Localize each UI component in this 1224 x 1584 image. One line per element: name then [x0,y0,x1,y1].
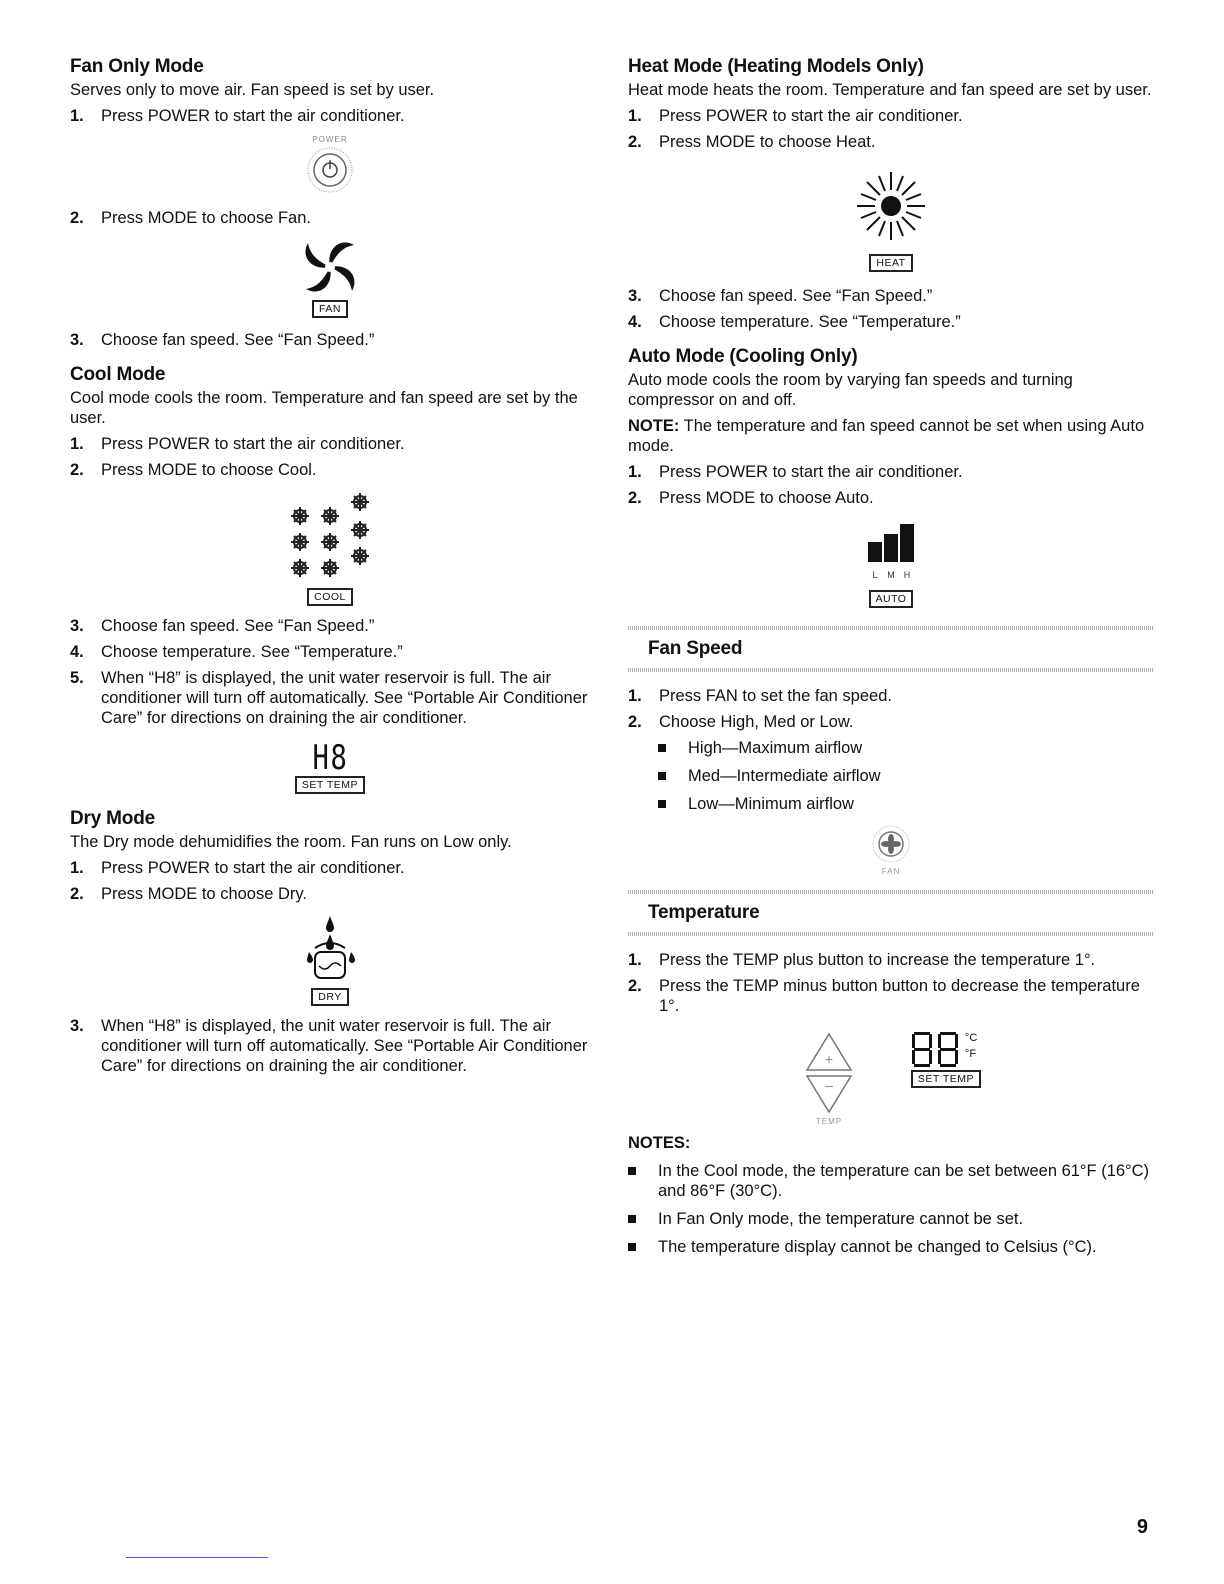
cool-step-4: 4. Choose temperature. See “Temperature.” [70,643,403,661]
temp-up-down-buttons-icon [801,1030,857,1126]
unit-fahrenheit: °F [964,1048,977,1060]
fan-mode-label: FAN [312,300,348,318]
auto-mode-desc: Auto mode cools the room by varying fan speeds and turning compressor on and off. [628,371,1073,409]
unit-celsius: °C [964,1032,978,1044]
fan-speed-step-1: 1. Press FAN to set the fan speed. [628,687,892,705]
cool-step-3: 3. Choose fan speed. See “Fan Speed.” [70,617,375,635]
left-column [70,56,590,1082]
fan-speed-high: High—Maximum airflow [658,738,1154,758]
note-1: In the Cool mode, the temperature can be set between 61°F (16°C) and 86°F (30°C). [628,1161,1154,1201]
dry-step-2: 2. Press MODE to choose Dry. [70,885,308,903]
cool-step-2: 2. Press MODE to choose Cool. [70,461,317,479]
fan-only-mode-title: Fan Only Mode [70,56,204,77]
fan-only-step-1: 1. Press POWER to start the air conditioner. [70,107,405,125]
svg-text:+: + [824,1051,834,1067]
temperature-section [628,890,1154,1257]
h8-display: H8 [312,738,348,778]
cool-mode-title: Cool Mode [70,364,166,385]
svg-text:–: – [825,1077,833,1093]
auto-mode-label: AUTO [869,590,914,608]
temperature-title: Temperature [648,902,760,923]
heat-step-4: 4. Choose temperature. See “Temperature.” [628,313,961,331]
fan-button-figure [628,822,1154,876]
fan-button-icon [866,822,916,876]
heat-mode-figure [628,166,1154,272]
fan-only-step-3: 3. Choose fan speed. See “Fan Speed.” [70,331,375,349]
heat-mode-label: HEAT [869,254,912,272]
dry-mode-figure [70,912,590,1006]
note-3: The temperature display cannot be changed to Celsius (°C). [628,1237,1154,1257]
svg-text:H: H [903,570,911,580]
h8-display-figure [70,740,590,794]
cool-mode-desc: Cool mode cools the room. Temperature and fan speed are set by the user. [70,389,578,427]
set-temp-label: SET TEMP [295,776,365,794]
dry-mode-desc: The Dry mode dehumidifies the room. Fan runs on Low only. [70,833,512,851]
fan-only-step-2: 2. Press MODE to choose Fan. [70,209,311,227]
auto-mode-section [628,346,1154,608]
temperature-step-2: 2. Press the TEMP minus button button to decrease the temperature 1°. [628,977,1140,1015]
dry-step-1: 1. Press POWER to start the air conditioner. [70,859,405,877]
heat-mode-title: Heat Mode (Heating Models Only) [628,56,924,77]
heat-step-3: 3. Choose fan speed. See “Fan Speed.” [628,287,933,305]
dry-mode-title: Dry Mode [70,808,155,829]
heat-step-1: 1. Press POWER to start the air conditioner. [628,107,963,125]
fan-mode-figure [70,234,590,318]
temp-set-temp-label: SET TEMP [911,1070,981,1088]
svg-text:M: M [887,570,895,580]
fan-speed-title: Fan Speed [648,638,743,659]
fan-speed-section [628,626,1154,876]
fan-speed-header [628,630,1154,668]
fan-only-mode-section [70,56,590,350]
right-column [628,56,1154,1265]
snowflake-cluster-icon [280,490,380,586]
page-number: 9 [1136,1516,1148,1538]
temp-display [911,1030,981,1088]
power-button-icon [295,132,365,198]
auto-mode-title: Auto Mode (Cooling Only) [628,346,858,367]
note-2: In Fan Only mode, the temperature cannot be set. [628,1209,1154,1229]
fan-speed-low: Low—Minimum airflow [658,794,1154,814]
fan-speed-med: Med—Intermediate airflow [658,766,1154,786]
footer-rule [126,1557,268,1558]
fan-swirl-icon [297,234,363,300]
fan-speed-step-2: 2. Choose High, Med or Low. [628,713,854,731]
temperature-figure [628,1030,1154,1126]
auto-mode-figure [628,522,1154,608]
dry-mode-label: DRY [311,988,348,1006]
temperature-header [628,894,1154,932]
heat-mode-section [628,56,1154,332]
fan-level-bars-icon [856,522,926,582]
cool-mode-figure [70,490,590,606]
power-button-figure [70,132,590,198]
auto-step-1: 1. Press POWER to start the air conditioner. [628,463,963,481]
svg-text:TEMP: TEMP [815,1117,843,1126]
sun-icon [846,166,936,254]
cool-mode-section [70,364,590,794]
temperature-step-1: 1. Press the TEMP plus button to increase the temperature 1°. [628,951,1096,969]
auto-mode-note: NOTE: The temperature and fan speed cannot be set when using Auto mode. [628,417,1145,455]
dry-step-3: 3. When “H8” is displayed, the unit water reservoir is full. The air conditioner will turn off automatically. See “Portable Air Conditioner Care” for directions on draining the air conditioner. [70,1017,588,1075]
seven-segment-digits-icon [911,1030,963,1070]
fan-only-mode-desc: Serves only to move air. Fan speed is set by user. [70,81,435,99]
svg-text:L: L [872,570,878,580]
cool-mode-label: COOL [307,588,353,606]
notes-title: NOTES: [628,1134,691,1152]
heat-step-2: 2. Press MODE to choose Heat. [628,133,876,151]
auto-step-2: 2. Press MODE to choose Auto. [628,489,874,507]
heat-mode-desc: Heat mode heats the room. Temperature and fan speed are set by user. [628,81,1152,99]
svg-text:POWER: POWER [312,135,348,144]
cool-step-1: 1. Press POWER to start the air conditioner. [70,435,405,453]
svg-text:FAN: FAN [881,867,901,876]
cool-step-5: 5. When “H8” is displayed, the unit water reservoir is full. The air conditioner will turn off automatically. See “Portable Air Conditioner Care” for directions on draining the air conditioner. [70,669,588,727]
water-drop-icon [295,912,365,988]
dry-mode-section [70,808,590,1076]
